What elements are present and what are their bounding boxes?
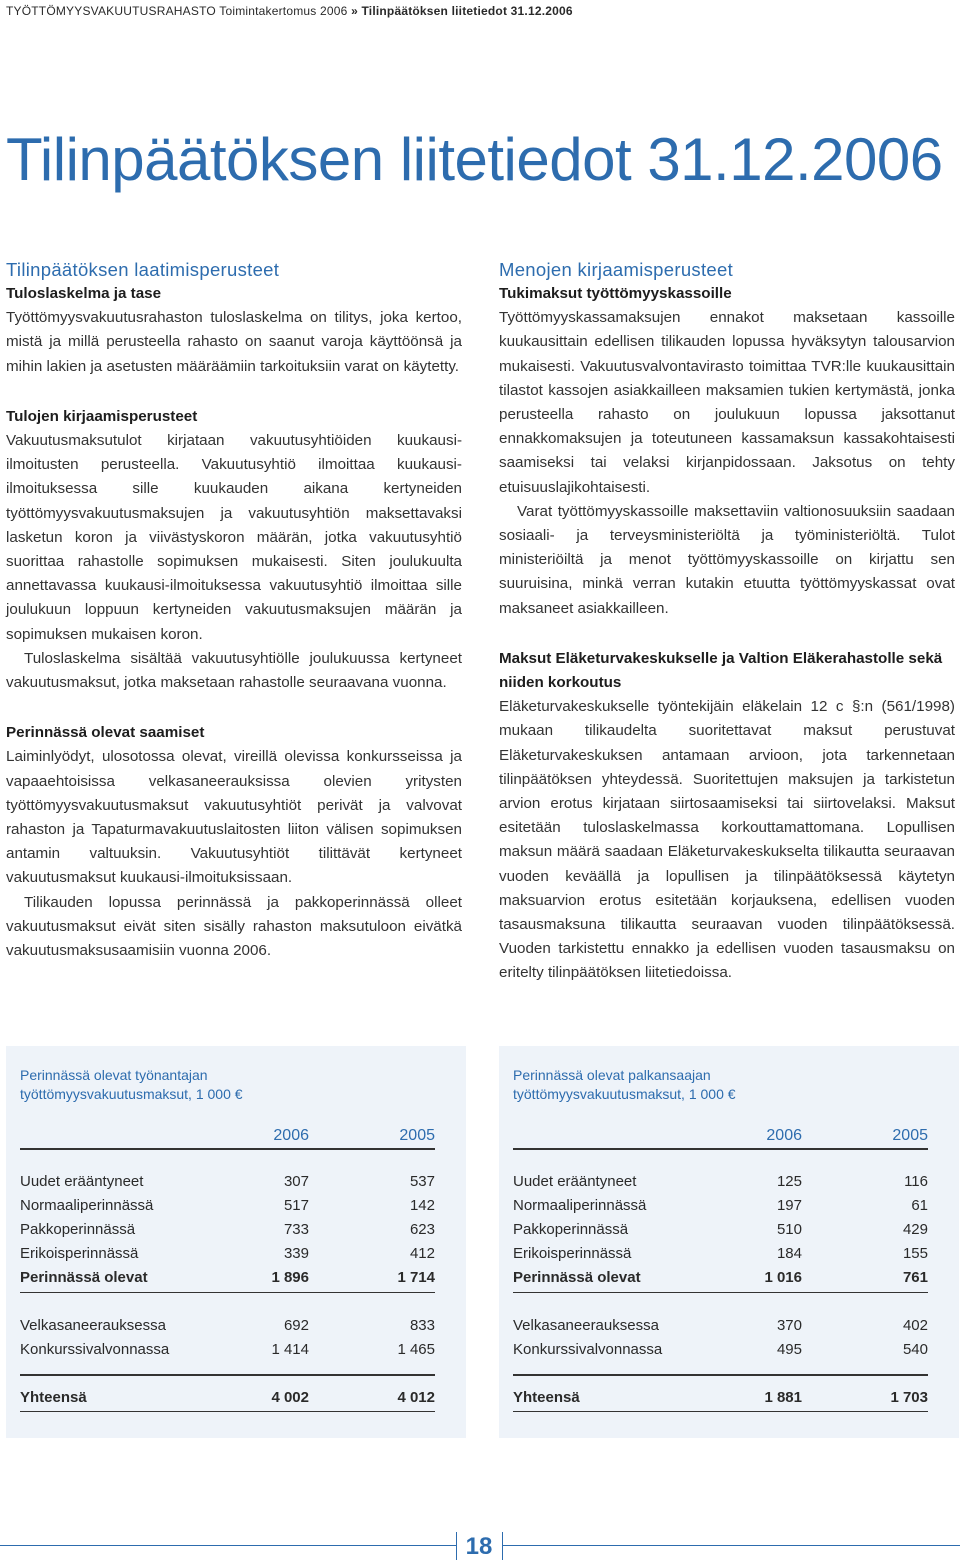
table-row: Erikoisperinnässä 339 412 [20,1245,435,1262]
page-number: 18 [465,1533,493,1560]
year-2006: 2006 [766,1127,802,1144]
paragraph: Tuloslaskelma sisältää vakuutusyhtiölle joulukuussa kertyneet vakuutusmaksut, jotka maksetaan rahastolle seuraavana vuonna. [6,649,462,692]
table-subtotal-row: Perinnässä olevat 1 896 1 714 [20,1269,435,1286]
header-section: Tilinpäätöksen liitetiedot 31.12.2006 [361,4,573,18]
employer-receivables-table [6,1046,466,1438]
paragraph: Työttömyyskassamaksujen ennakot maksetaan kassoille kuukausittain edellisen tilikauden lopussa hyväksytyn talousarvion mukaisesti. Vakuutusvalvontavirasto toimittaa TVR:lle kuukausittain tilastot kassojen asiakkailleen maksamien tukien kertymästä, jonka perusteella rahasto on joulukuun lopussa jaksottanut ennakkomaksujen ja toteutuneen kassamaksun kassakohtaisesti saamiseksi tai velaksi kirjanpidossaan. Jaksotus on tehty etuisuuslajikohtaisesti. [499,309,955,496]
caption-line: Perinnässä olevat palkansaajan [513,1067,711,1083]
table-subtotal-row: Perinnässä olevat 1 016 761 [513,1269,928,1286]
paragraph: Eläketurvakeskukselle työntekijäin eläkelain 12 c §:n (561/1998) mukaan tilikaudelta suoritettavat maksut perustuvat Eläketurvakeskuksen antamaan arvioon, jota tarkennetaan tilinpäätöksen yhteydessä. Suoritettujen maksujen ja tarkistetun arvion erotus kirjataan siirtosaamiseksi tai siirtovelaksi. Maksut esitetään tuloslaskelmassa korkouttamattomana. Lopullisen maksun määrä saadaan Eläketurvakeskukselta tilikautta seuraavan vuoden keväällä ja lopullisen ja tilinpäätöksessä käytetyn maksuarvion erotus esitetään korjauksena, edellisen vuoden tasausmaksuna tilikautta seuraavan vuoden tilinpäätöksessä. Vuoden tarkistettu ennakko ja edellisen vuoden tasausmaksu on eritelty tilinpäätöksen liitetiedoissa. [499,698,955,982]
left-column [6,258,462,963]
subheading-income-statement: Tuloslaskelma ja tase [6,285,162,302]
year-header [513,1124,928,1148]
table-row: Erikoisperinnässä 184 155 [513,1245,928,1262]
caption-line: työttömyysvakuutusmaksut, 1 000 € [20,1086,243,1102]
employee-receivables-table [499,1046,959,1438]
table-caption [513,1066,736,1104]
header-report: Toimintakertomus 2006 [219,4,348,18]
year-header [20,1124,435,1148]
table-row: Uudet erääntyneet 307 537 [20,1173,435,1190]
footer-rule-left [0,1545,456,1546]
running-header [6,4,573,18]
paragraph: Vakuutusmaksutulot kirjataan vakuutusyhtiöiden kuukausi-ilmoitusten perusteella. Vakuutusyhtiö ilmoittaa kuukausi-ilmoituksessa sille kuukauden aikana kertyneiden työttömyysvakuutusmaksujen ja vakuutusyhtiön maksettavaksi lasketun koron ja viivästyskoron määrän, jotka vakuutusyhtiö suorittaa rahastolle sopimuksen mukaisesti. Siten joulukuulta annettavassa kuukausi-ilmoituksessa vakuutusyhtiö ilmoittaa sille joulukuun loppuun kertyneiden vakuutusmaksujen määrän ja sopimuksen mukaisen koron. [6,432,462,643]
year-2005: 2005 [399,1127,435,1144]
subheading-pension-payments: Maksut Eläketurvakeskukselle ja Valtion Eläkerahastolle sekä niiden korkoutus [499,649,943,692]
paragraph: Työttömyysvakuutusrahaston tuloslaskelma on tilitys, joka kertoo, mistä ja millä perusteella rahasto on saanut varoja käyttöönsä ja mihin lakien ja asetusten määräämiin tarkoituksiin varat on käytetty. [6,309,462,375]
table-row: Pakkoperinnässä 733 623 [20,1221,435,1238]
right-column [499,258,955,986]
subheading-support-payments: Tukimaksut työttömyyskassoille [499,285,732,302]
section-heading-accounting: Tilinpäätöksen laatimisperusteet [6,259,280,280]
footer-rule-right [502,1545,960,1546]
caption-line: työttömyysvakuutusmaksut, 1 000 € [513,1086,736,1102]
table-caption [20,1066,243,1104]
table-row: Normaaliperinnässä 197 61 [513,1197,928,1214]
table-row: Konkurssivalvonnassa 495 540 [513,1341,928,1358]
table-total-row: Yhteensä 4 002 4 012 [20,1389,435,1406]
year-2006: 2006 [273,1127,309,1144]
subheading-revenue: Tulojen kirjaamisperusteet [6,407,198,425]
section-heading-expenses: Menojen kirjaamisperusteet [499,259,734,280]
table-row: Normaaliperinnässä 517 142 [20,1197,435,1214]
caption-line: Perinnässä olevat työnantajan [20,1067,208,1083]
table-row: Velkasaneerauksessa 692 833 [20,1317,435,1334]
table-row: Velkasaneerauksessa 370 402 [513,1317,928,1334]
table-row: Konkurssivalvonnassa 1 414 1 465 [20,1341,435,1358]
paragraph: Tilikauden lopussa perinnässä ja pakkoperinnässä olleet vakuutusmaksut eivät siten sisälly rahaston maksutuloon eivätkä vakuutusmaksusaamisiin vuonna 2006. [6,893,462,960]
page-title: Tilinpäätöksen liitetiedot 31.12.2006 [6,126,943,193]
paragraph: Varat työttömyyskassoille maksettaviin valtionosuuksiin saadaan sosiaali- ja terveysministeriöltä ja työministeriöltä. Tulot ministeriöiltä ja menot työttömyyskassoille on kirjattu sen suuruisina, minkä verran kutakin etuutta työttömyyskassat ovat maksaneet asiakkailleen. [499,502,955,617]
year-2005: 2005 [892,1127,928,1144]
table-row: Uudet erääntyneet 125 116 [513,1173,928,1190]
table-row: Pakkoperinnässä 510 429 [513,1221,928,1238]
footer-rule-bracket [502,1532,503,1560]
header-separator: » [351,4,358,18]
paragraph: Laiminlyödyt, ulosotossa olevat, vireillä olevissa konkursseissa ja vapaaehtoisissa velkasaneerauksissa olevien yritysten työttömyysvakuutusmaksut vakuutusyhtiöt perivät ja valvovat rahaston ja Tapaturmavakuutuslaitosten liiton välisen sopimuksen antamin valtuuksin. Vakuutusyhtiöt tilittävät kertyneet vakuutusmaksut kuukausi-ilmoituksissaan. [6,748,462,887]
header-org: TYÖTTÖMYYSVAKUUTUSRAHASTO [6,4,216,18]
subheading-receivables: Perinnässä olevat saamiset [6,724,205,742]
table-total-row: Yhteensä 1 881 1 703 [513,1389,928,1406]
